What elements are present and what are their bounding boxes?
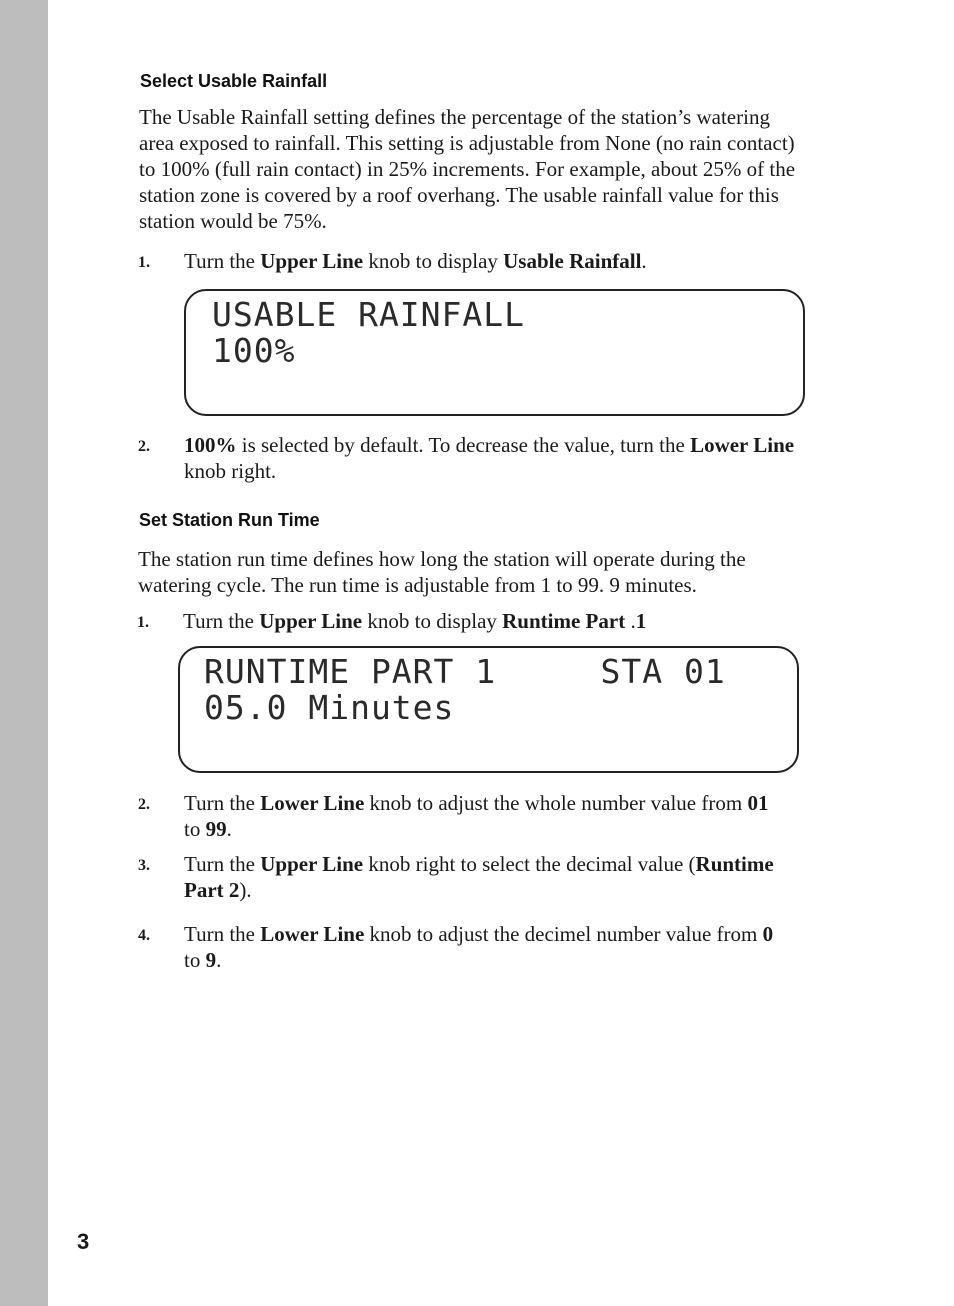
step-text: Turn the Lower Line knob to adjust the whole number value from 01 to 99. xyxy=(184,791,769,841)
step-number: 3. xyxy=(138,857,150,874)
step-text: 100% is selected by default. To decrease the value, turn the Lower Line knob right. xyxy=(184,433,795,483)
step-number: 1. xyxy=(138,254,150,271)
run-time-step-4 xyxy=(138,921,808,973)
step-number: 1. xyxy=(137,614,149,631)
step-number: 2. xyxy=(138,796,150,813)
step-number: 2. xyxy=(138,438,150,455)
lcd-line-2: 05.0 Minutes xyxy=(204,688,455,727)
step-text: Turn the Upper Line knob to display Usable Rainfall. xyxy=(184,249,647,273)
lcd-display-usable-rainfall xyxy=(184,289,805,416)
usable-rainfall-step-2 xyxy=(138,432,808,484)
section-heading-usable-rainfall: Select Usable Rainfall xyxy=(140,71,328,91)
section-heading-station-run-time: Set Station Run Time xyxy=(139,510,320,530)
step-text: Turn the Upper Line knob right to select the decimal value (Runtime Part 2). xyxy=(184,852,774,902)
lcd-display-runtime xyxy=(178,646,799,773)
station-run-time-description: The station run time defines how long the station will operate during the watering cycle. The run time is adjustable from 1 to 99. 9 minutes. xyxy=(138,547,746,597)
step-text: Turn the Upper Line knob to display Runtime Part .1 xyxy=(183,609,647,633)
step-number: 4. xyxy=(138,927,150,944)
lcd-line-1: USABLE RAINFALL xyxy=(212,295,526,334)
run-time-step-1 xyxy=(137,608,807,634)
lcd-line-2: 100% xyxy=(212,331,296,370)
page-number: 3 xyxy=(77,1229,90,1254)
run-time-step-2 xyxy=(138,790,808,842)
run-time-step-3 xyxy=(138,851,808,903)
usable-rainfall-step-1 xyxy=(138,248,808,274)
side-margin-bar xyxy=(0,0,48,1306)
step-text: Turn the Lower Line knob to adjust the decimel number value from 0 to 9. xyxy=(184,922,774,972)
lcd-line-1: RUNTIME PART 1 STA 01 xyxy=(204,652,726,691)
usable-rainfall-description: The Usable Rainfall setting defines the percentage of the station’s watering area exposed to rainfall. This setting is adjustable from None (no rain contact) to 100% (full rain contact) in 25% increments. For example, about 25% of the station zone is covered by a roof overhang. The usable rainfall value for this station would be 75%. xyxy=(139,105,796,233)
